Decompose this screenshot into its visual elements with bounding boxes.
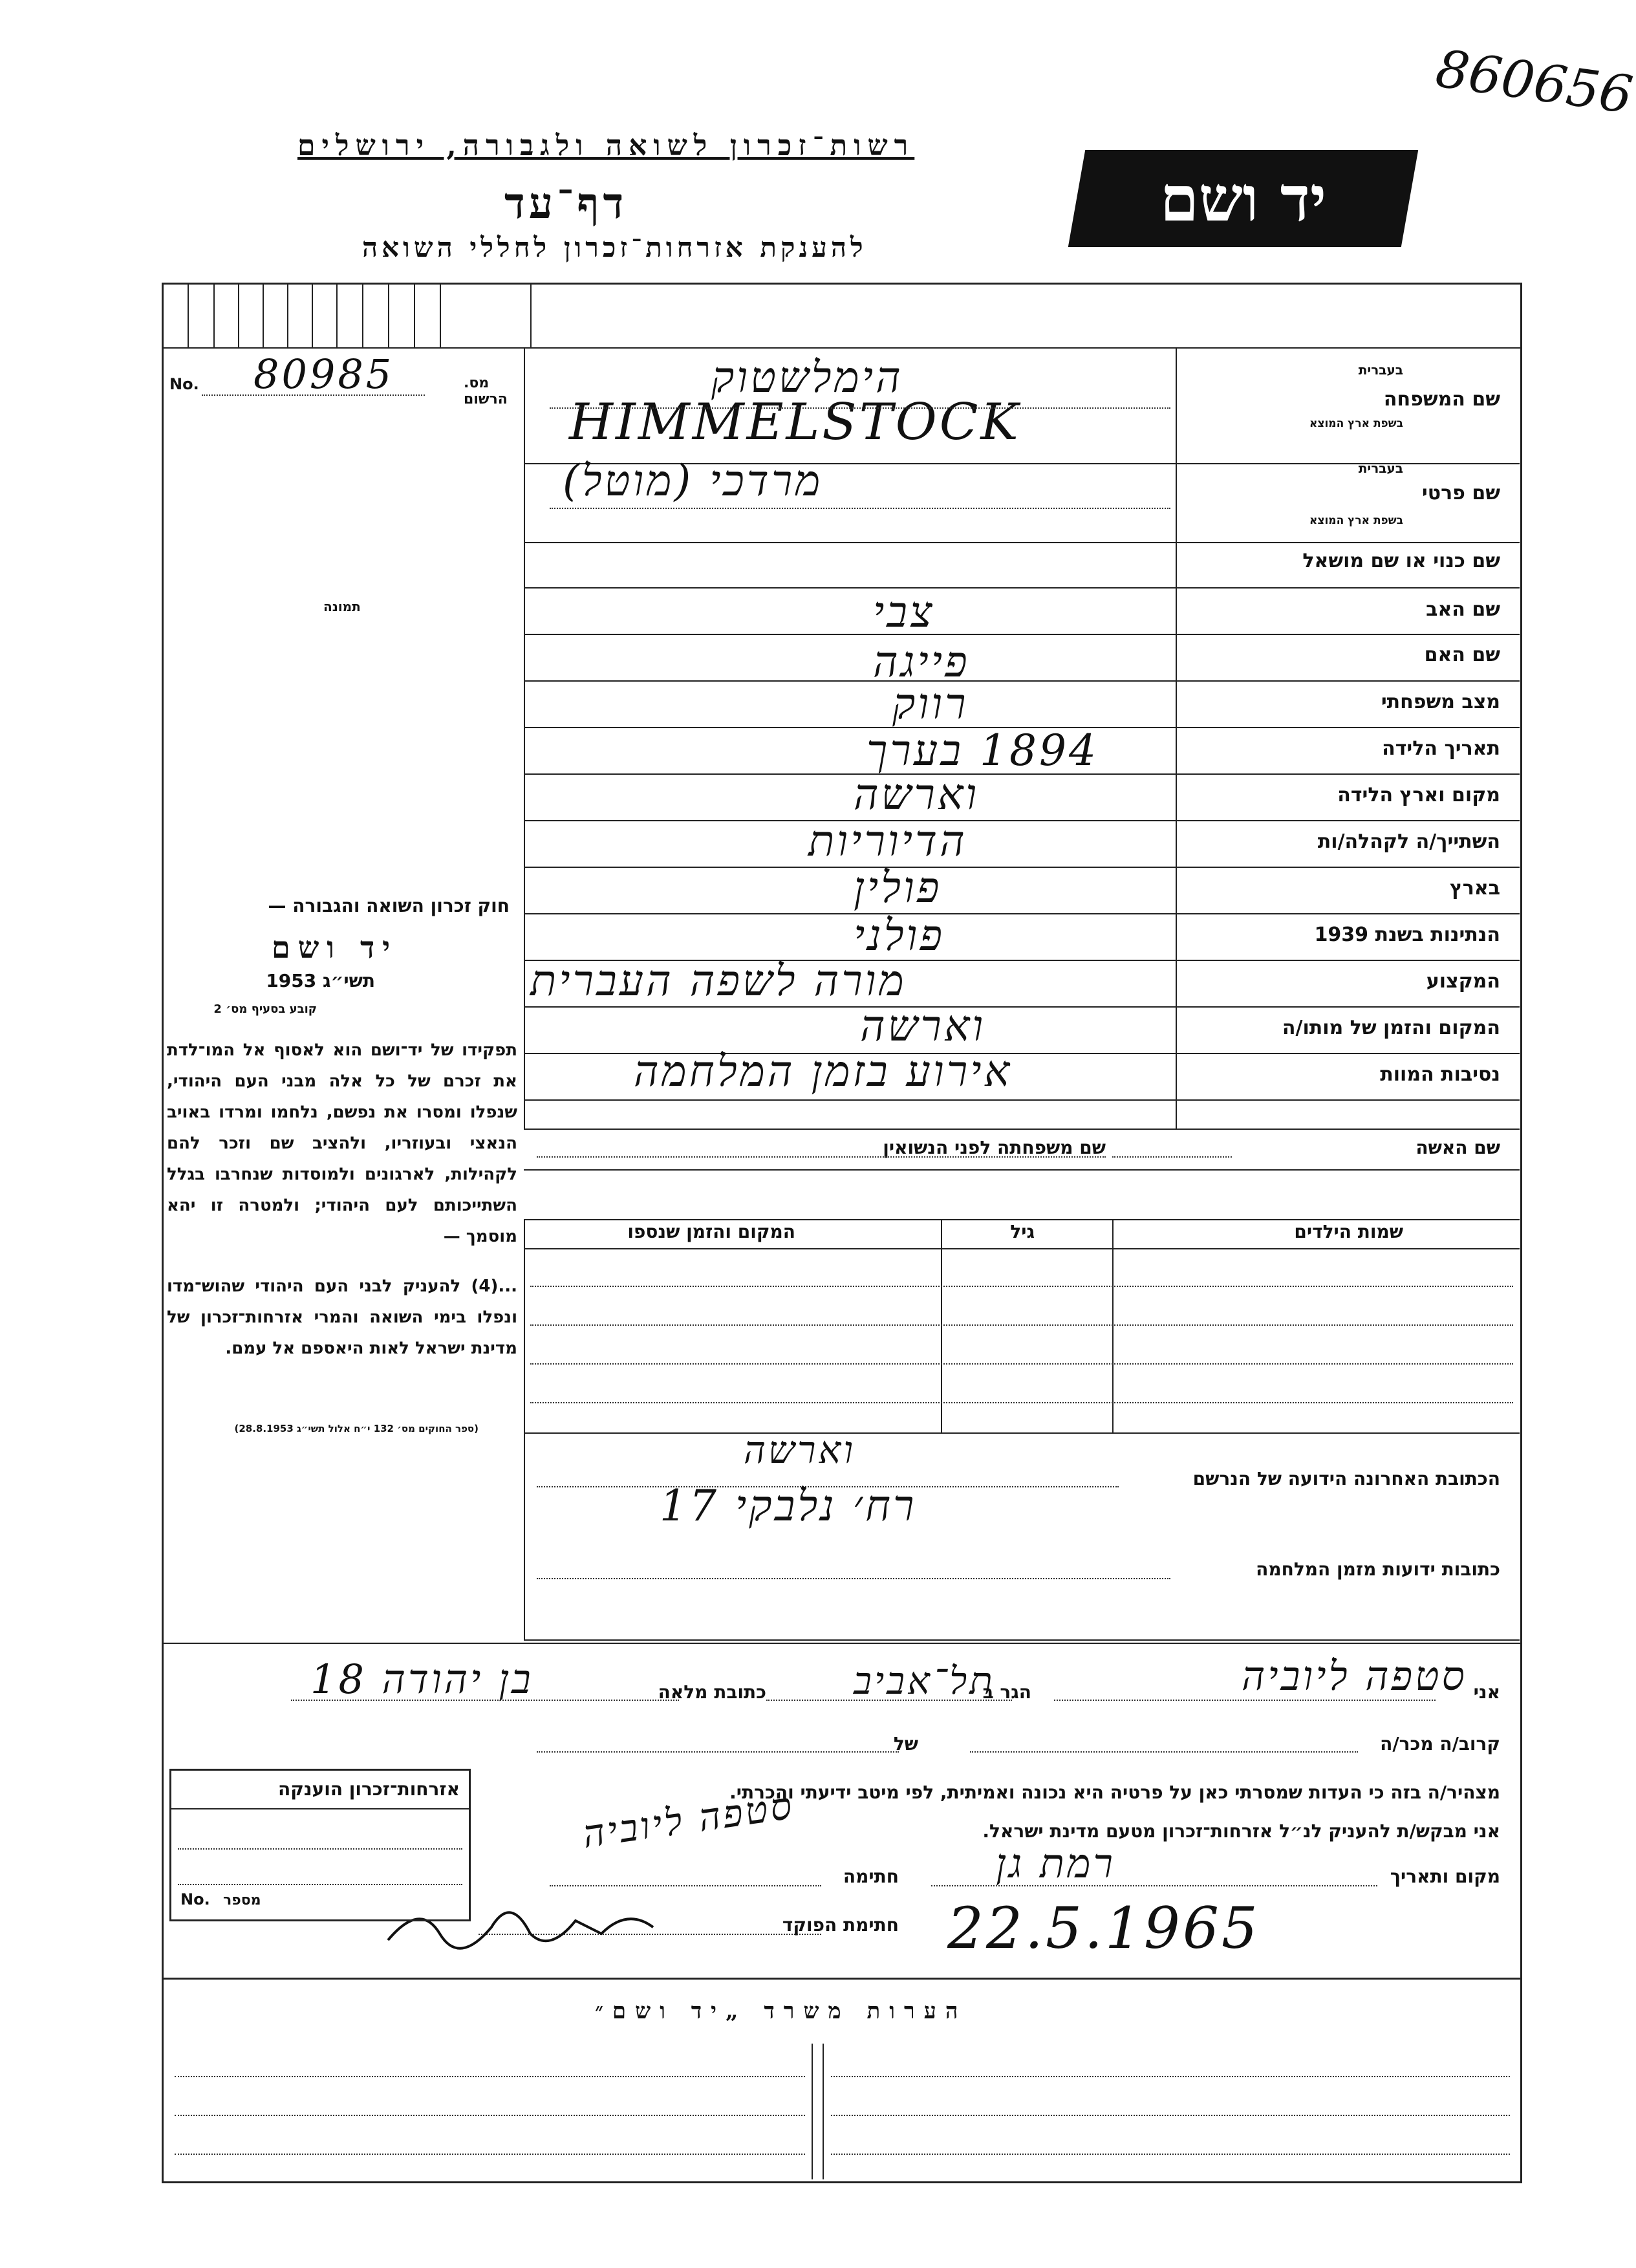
birth-place-value[interactable]: וארשה xyxy=(854,770,980,819)
surname-label: שם המשפחה xyxy=(1383,388,1500,411)
declaration-statement: מצהיר/ה בזה כי העדות שמסרתי כאן על פרטיה היא נכונה ואמיתית, לפי מיטב ידיעתי והכרתי. xyxy=(729,1782,1500,1803)
declarant-i-label: אני xyxy=(1473,1681,1500,1703)
birth-date-value[interactable]: 1894 בערך xyxy=(866,726,1099,775)
birth-place-label: מקום וארץ הלידה xyxy=(1337,784,1500,806)
last-address-value[interactable]: וארשה xyxy=(744,1428,856,1472)
registration-label: מס. הרשום xyxy=(464,375,508,407)
full-address-label: כתובת מלאה xyxy=(658,1681,766,1703)
wife-label: שם האשה xyxy=(1415,1137,1500,1158)
mother-name-label: שם האם xyxy=(1424,643,1500,666)
war-address-label: כתובות ידועות מזמן המלחמה xyxy=(1256,1559,1500,1580)
citizenship-granted-box xyxy=(169,1769,471,1921)
country-label: בארץ xyxy=(1449,877,1500,900)
nickname-label: שם כנוי או שם מושאל xyxy=(1302,550,1500,572)
children-names-header: שמות הילדים xyxy=(1294,1221,1403,1242)
law-name: יד ושם xyxy=(272,930,398,965)
yad-vashem-logo xyxy=(1068,150,1418,247)
profession-label: המקצוע xyxy=(1426,970,1500,993)
citizenship-1939-label: הנתינות בשנת 1939 xyxy=(1314,923,1500,946)
surname-origin-value[interactable]: HIMMELSTOCK xyxy=(569,393,1021,451)
citizenship-granted-title: אזרחות־זכרון הוענקה xyxy=(278,1778,460,1800)
declarant-city[interactable]: תל־אביב xyxy=(854,1659,995,1703)
first-name-origin-sublabel: בשפת ארץ המוצא xyxy=(1309,514,1403,527)
father-name-value[interactable]: צבי xyxy=(873,587,935,637)
signature-label: חתימה xyxy=(843,1866,899,1887)
declarant-name[interactable]: סטפה ליוביה xyxy=(1242,1652,1467,1700)
mother-name-value[interactable]: פייגה xyxy=(873,637,970,687)
relative-of-label: של xyxy=(893,1733,918,1755)
registration-number: 80985 xyxy=(253,351,394,398)
death-circumstances-value[interactable]: אירוע בזמן המלחמה xyxy=(634,1046,1013,1096)
header-title: דף־עד xyxy=(504,178,628,228)
first-name-hebrew-sublabel: בעברית xyxy=(1358,460,1403,476)
law-paragraph-2: ...(4) להעניק לבני העם היהודי שהוש־מדו ונפלו בימי השואה והמרי אזרחות־זכרון של מדינת ישראל לאות היאספם אל עמם. xyxy=(167,1277,517,1358)
surname-origin-sublabel: בשפת ארץ המוצא xyxy=(1309,417,1403,430)
surname-hebrew-sublabel: בעברית xyxy=(1358,362,1403,378)
declarant-signature[interactable]: סטפה ליוביה xyxy=(579,1783,797,1857)
surname-hebrew-value[interactable]: הימלשטוק xyxy=(711,352,903,402)
citizenship-1939-value[interactable]: פולני xyxy=(854,911,945,960)
declaration-date[interactable]: 22.5.1965 xyxy=(947,1895,1260,1961)
father-name-label: שם האב xyxy=(1426,598,1500,621)
marital-status-value[interactable]: רווק xyxy=(892,679,969,729)
death-place-label: המקום והזמן של מותו/ה xyxy=(1282,1017,1500,1039)
marital-status-label: מצב משפחתי xyxy=(1381,691,1500,713)
declarant-resides-label: הגר ב xyxy=(982,1681,1031,1703)
notes-title: הערות משרד „יד ושם״ xyxy=(595,1998,967,2024)
citizenship-box-no: No. xyxy=(180,1890,210,1908)
children-age-header: גיל xyxy=(1010,1221,1035,1242)
wife-maiden-label: שם משפחתה לפני הנשואין xyxy=(883,1137,1106,1158)
law-section: קובע בסעיף מס׳ 2 xyxy=(213,1002,317,1016)
death-circumstances-label: נסיבות המוות xyxy=(1380,1063,1500,1086)
citizenship-box-number-label: מספר xyxy=(223,1892,261,1908)
first-name-value[interactable]: מרדכי (מוטל) xyxy=(563,456,823,506)
community-label: השתייך/ה לקהלה/ות xyxy=(1317,830,1500,853)
death-place-value[interactable]: וארשה xyxy=(860,1001,986,1051)
citizenship-request: אני מבקש/ת להעניק לנ״ל אזרחות־זכרון מטעם מדינת ישראל. xyxy=(982,1820,1500,1842)
law-paragraph-1: תפקידו של יד־ושם הוא לאסוף אל המו־לדת את זכרם של כל אלה מבני העם היהודי, שנפלו ומסרו את נפשם, נלחמו ומרדו באויב הנאצי ובעוזריו, ולהציב שם וזכר להם לקהילות, לארגונים ולמוסדות שנחרבו בגלל השתייכותם לעם היהודי; ולמטרה זו יהא מוסמך — xyxy=(167,1041,517,1246)
place-value[interactable]: רמת גן xyxy=(996,1840,1115,1887)
registration-prefix: No. xyxy=(169,375,199,393)
relative-label: קרוב/ה מכר/ה xyxy=(1380,1733,1500,1755)
profession-value[interactable]: מורה לשפה העברית xyxy=(530,956,907,1006)
header-subtitle: להענקת אזרחות־זכרון לחללי השואה xyxy=(362,232,867,263)
official-signature-label: חתימת הפוקד xyxy=(782,1914,899,1936)
children-death-header: המקום והזמן שנספו xyxy=(627,1221,795,1242)
header-org: רשות־זכרון לשואה ולגבורה, ירושלים xyxy=(297,129,915,162)
archive-stamp-number: 860656 xyxy=(1432,38,1636,125)
first-name-label: שם פרטי xyxy=(1421,482,1500,504)
law-title: חוק זכרון השואה והגבורה — xyxy=(268,895,510,916)
country-value[interactable]: פולין xyxy=(854,863,942,913)
last-address-label: הכתובת האחרונה הידועה של הנרשם xyxy=(1192,1468,1500,1489)
law-year: תשי״ג 1953 xyxy=(266,970,375,991)
birth-date-label: תאריך הלידה xyxy=(1382,737,1500,760)
place-date-label: מקום ותאריך xyxy=(1390,1866,1500,1887)
logo-text: יד ושם xyxy=(1159,162,1327,235)
photo-label: תמונה xyxy=(323,599,361,614)
last-address-value-2[interactable]: רח׳ נלבקי 17 xyxy=(660,1481,917,1531)
community-value[interactable]: הדיוריות xyxy=(808,816,967,866)
declarant-street[interactable]: בן יהודה 18 xyxy=(310,1656,533,1703)
law-source: (ספר החוקים מס׳ 132 י״ח אלול תשי״ג 28.8.1953) xyxy=(234,1423,479,1434)
